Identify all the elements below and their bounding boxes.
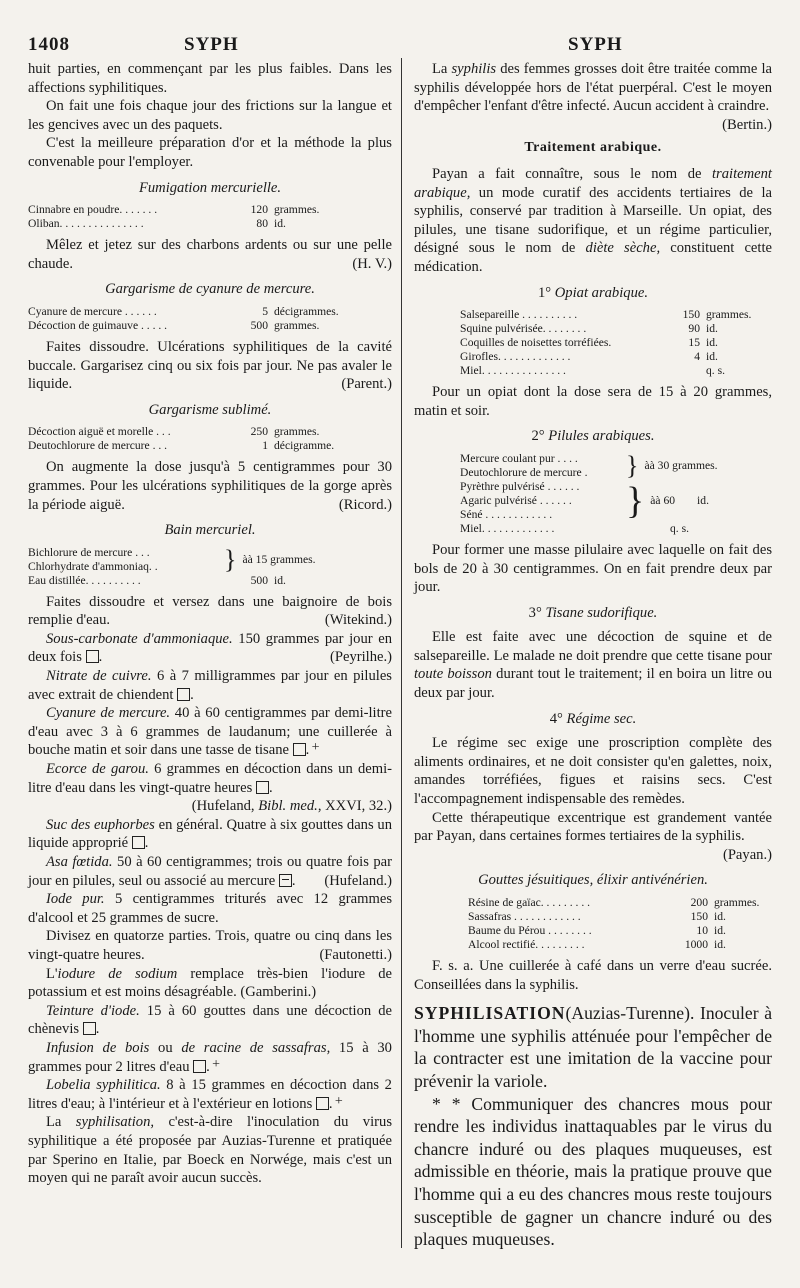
recipe-row: Pyrèthre pulvérisé . . . . . . — [460, 479, 580, 493]
left-column — [28, 60, 392, 1188]
brace: } — [224, 544, 237, 574]
group-quantity: àà 30 grammes. — [644, 458, 718, 472]
paragraph: C'est la meilleure préparation d'or et la méthode la plus convenable pour l'employer. — [28, 135, 392, 170]
plus-square-icon — [316, 1097, 329, 1110]
recipe-group — [28, 546, 392, 574]
paragraph: Le régime sec exige une proscription complète des aliments ordinaires, et ne doit consister qu'en galettes, noix, amandes torréfiées, figues et raisins secs. C'est l'accompagnement indispensable des remèdes. — [414, 735, 772, 808]
paragraph: F. s. a. Une cuillerée à café dans un verre d'eau sucrée. Conseillées dans la syphilis. — [414, 958, 772, 993]
recipe-list — [28, 203, 392, 231]
recipe-row: Bichlorure de mercure . . . — [28, 545, 150, 559]
recipe-title: 1° Opiat arabique. — [537, 284, 649, 301]
left-running-head: SYPH — [184, 34, 239, 55]
plus-square-icon — [293, 743, 306, 756]
entry: Nitrate de cuivre. 6 à 7 milligrammes par jour en pilules avec extrait de chiendent . — [28, 668, 392, 703]
recipe-list — [468, 896, 772, 952]
recipe-title: 2° Pilules arabiques. — [531, 428, 655, 445]
recipe-row: Girofles. . . . . . . . . . . . . 4 id. — [460, 350, 718, 364]
recipe-list — [28, 305, 392, 333]
recipe-group — [460, 480, 772, 522]
recipe-row: Cinnabre en poudre. . . . . . . 120 grammes. — [28, 203, 320, 217]
recipe-title: Gargarisme de cyanure de mercure. — [105, 281, 315, 298]
recipe-list — [28, 425, 392, 453]
entry: Lobelia syphilitica. 8 à 15 grammes en décoction dans 2 litres d'eau; à l'intérieur et à l'extérieur en lotions +. — [28, 1076, 392, 1113]
recipe-title: Fumigation mercurielle. — [138, 179, 282, 196]
recipe-title: Gargarisme sublimé. — [148, 401, 272, 418]
entry: L'iodure de sodium remplace très-bien l'iodure de potassium et est moins désagréable. (Gamberini.) — [28, 965, 392, 1001]
entry: Infusion de bois ou de racine de sassafras, 15 à 30 grammes pour 2 litres d'eau +. — [28, 1039, 392, 1076]
recipe-group — [460, 452, 772, 480]
recipe-row: Décoction de guimauve . . . . . 500 grammes. — [28, 318, 320, 332]
recipe-list — [460, 452, 772, 536]
paragraph: On augmente la dose jusqu'à 5 centigrammes pour 30 grammes. Pour les ulcérations syphilitiques de la gorge après la période aiguë. (Ricord.) — [28, 459, 392, 513]
recipe-row: Oliban. . . . . . . . . . . . . . . 80 id. — [28, 217, 286, 231]
empty-square-icon — [256, 781, 269, 794]
entry: Divisez en quatorze parties. Trois, quatre ou cinq dans les vingt-quatre heures. (Fautonetti.) — [28, 928, 392, 963]
brace: } — [626, 479, 645, 522]
group-quantity: àà 15 grammes. — [242, 552, 316, 566]
recipe-row: Séné . . . . . . . . . . . . — [460, 507, 553, 521]
recipe-row: Coquilles de noisettes torréfiées. 15 id. — [460, 336, 718, 350]
paragraph: * * Communiquer des chancres mous pour rendre les individus inattaquables par le virus du chancre induré ou des plaques muqueuses, est admissible en théorie, mais la pratique prouve que l'homme qui a eu des chancres mous reste toujours susceptible de gagner un chancre induré ou des plaques muqueuses. — [414, 1093, 772, 1250]
recipe-row: Deutochlorure de mercure . . . 1 décigramme. — [28, 439, 335, 453]
entry: Asa fœtida. 50 à 60 centigrammes; trois ou quatre fois par jour en pilules, seul ou associé au mercure . (Hufeland.) — [28, 854, 393, 889]
paragraph: Payan a fait connaître, sous le nom de traitement arabique, un mode curatif des accidents tertiaires de la syphilis, conservé par tradition à Marseille. Un opiat, des pilules, une tisane sudorifique, et un régime particulier, désigné sous le nom de diète sèche, constituent cette médication. — [414, 165, 772, 275]
paragraph: Elle est faite avec une décoction de squine et de salsepareille. Le malade ne doit prendre que cette tisane pour toute boisson durant tout le traitement; il en boira un litre ou deux par jour. — [414, 629, 772, 702]
recipe-row: Résine de gaïac. . . . . . . . . 200 grammes. — [468, 896, 760, 909]
entry: Teinture d'iode. 15 à 60 gouttes dans une décoction de chènevis . — [28, 1002, 392, 1038]
recipe-row: Alcool rectifié. . . . . . . . . 1000 id. — [468, 938, 726, 951]
recipe-title: Bain mercuriel. — [164, 522, 256, 539]
recipe-row: Sassafras . . . . . . . . . . . . 150 id. — [468, 910, 726, 923]
paragraph: Cette thérapeutique excentrique est grandement vantée par Payan, dans certaines formes tertiaires de la syphilis. (Payan.) — [414, 809, 772, 863]
column-divider — [401, 58, 402, 1248]
recipe-title: 3° Tisane sudorifique. — [528, 604, 658, 621]
recipe-row: Mercure coulant pur . . . . — [460, 451, 578, 465]
empty-square-icon — [177, 688, 190, 701]
entry: Suc des euphorbes en général. Quatre à six gouttes dans un liquide approprié . — [28, 816, 392, 852]
recipe-row: Chlorhydrate d'ammoniaq. . — [28, 559, 158, 573]
recipe-row: Eau distillée. . . . . . . . . . 500 id. — [28, 573, 286, 587]
paragraph: Mêlez et jetez sur des charbons ardents ou sur une pelle chaude. (H. V.) — [28, 237, 392, 272]
empty-square-icon — [86, 650, 99, 663]
recipe-row: Salsepareille . . . . . . . . . . 150 grammes. — [460, 308, 752, 322]
recipe-row: Miel. . . . . . . . . . . . . q. s. — [460, 521, 690, 535]
empty-square-icon — [132, 836, 145, 849]
recipe-title: 4° Régime sec. — [549, 710, 637, 727]
recipe-row: Cyanure de mercure . . . . . . 5 décigrammes. — [28, 304, 339, 318]
recipe-row: Agaric pulvérisé . . . . . . — [460, 493, 572, 507]
recipe-list — [460, 308, 772, 378]
asterism-icon: * * — [432, 1093, 461, 1114]
plus-square-icon — [193, 1060, 206, 1073]
right-column — [414, 60, 772, 1251]
empty-square-icon — [83, 1022, 96, 1035]
paragraph: On fait une fois chaque jour des frictions sur la langue et les gencives avec un des paquets. — [28, 98, 392, 133]
section-title: Traitement arabique. — [524, 140, 662, 156]
entry: La syphilisation, c'est-à-dire l'inoculation du virus syphilitique a été proposée par Auzias-Turenne et pratiquée par Sperino en Italie, par Boeck en Norwége, mais c'est un moyen qui ne paraît avoir aucun succès. — [28, 1114, 392, 1187]
recipe-row: Baume du Pérou . . . . . . . . 10 id. — [468, 924, 726, 937]
recipe-row: Squine pulvérisée. . . . . . . . 90 id. — [460, 322, 718, 336]
entry: Cyanure de mercure. 40 à 60 centigrammes par demi-litre d'eau avec 3 à 6 grammes de laudanum; une cuillerée à bouche matin et soir dans une tasse de tisane +. — [28, 704, 392, 760]
recipe-row: Décoction aiguë et morelle . . . 250 grammes. — [28, 425, 320, 439]
entry: Ecorce de garou. 6 grammes en décoction dans un demi-litre d'eau dans les vingt-quatre heures . (Hufeland, Bibl. med., XXVI, 32.) — [28, 761, 393, 815]
brace: } — [626, 450, 639, 480]
group-quantity: àà 60 — [650, 493, 676, 507]
recipe-row: Miel. . . . . . . . . . . . . . . q. s. — [460, 364, 726, 378]
paragraph: Faites dissoudre et versez dans une baignoire de bois remplie d'eau. (Witekind.) — [28, 593, 392, 629]
entry-syphilisation: SYPHILISATION(Auzias-Turenne). Inoculer à l'homme une syphilis atténuée pour l'empêcher de la contracter est une imitation de la vaccine pour prévenir la variole. — [414, 1003, 772, 1091]
paragraph: huit parties, en commençant par les plus faibles. Dans les affections syphilitiques. — [28, 61, 392, 96]
entry: Sous-carbonate d'ammoniaque. 150 grammes par jour en deux fois . (Peyrilhe.) — [28, 630, 392, 666]
paragraph: La syphilis des femmes grosses doit être traitée comme la syphilis développée hors de l'état puerpéral. C'est le moyen d'empêcher l'enfant d'être infecté. Aucun accident à craindre. (Bertin.) — [414, 61, 772, 133]
recipe-row: Deutochlorure de mercure . — [460, 465, 588, 479]
paragraph: Pour former une masse pilulaire avec laquelle on fait des bols de 20 à 30 centigrammes. On en fait prendre deux par jour. — [414, 541, 772, 596]
paragraph: Pour un opiat dont la dose sera de 15 à 20 grammes, matin et soir. — [414, 384, 772, 419]
page-number: 1408 — [28, 34, 70, 55]
recipe-title: Gouttes jésuitiques, élixir antivénérien. — [478, 872, 708, 889]
entry: Iode pur. 5 centigrammes triturés avec 12 grammes d'alcool et 25 grammes de sucre. — [28, 891, 392, 926]
entry-headword: SYPHILISATION — [414, 1003, 566, 1024]
paragraph: Faites dissoudre. Ulcérations syphilitiques de la cavité buccale. Gargarisez cinq ou six fois par jour. Ne pas avaler le liquide. (Parent.) — [28, 338, 392, 393]
minus-square-icon — [279, 874, 292, 887]
right-running-head: SYPH — [568, 34, 623, 55]
group-unit: id. — [697, 493, 709, 507]
recipe-list — [28, 546, 392, 588]
